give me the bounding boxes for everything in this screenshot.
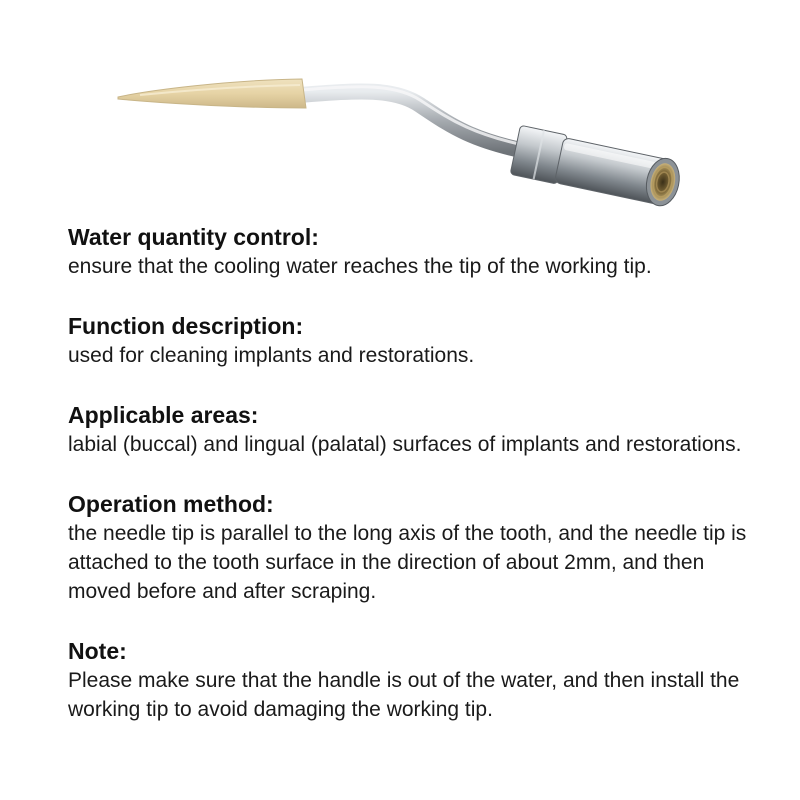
section-operation-method [68,489,768,606]
section-body: used for cleaning implants and restorations. [68,344,475,367]
section-body: labial (buccal) and lingual (palatal) surfaces of implants and restorations. [68,433,742,456]
product-image [110,60,690,240]
section-body: Please make sure that the handle is out of the water, and then install the working tip to avoid damaging the working tip. [68,669,740,721]
section-water-quantity-control [68,222,768,281]
section-heading: Operation method: [68,491,274,517]
section-applicable-areas [68,400,768,459]
section-body: the needle tip is parallel to the long axis of the tooth, and the needle tip is attached to the tooth surface in the direction of about 2mm, and then moved before and after scraping. [68,522,747,603]
section-heading: Applicable areas: [68,402,259,428]
description-content [68,222,768,754]
section-note [68,636,768,724]
ultrasonic-scaler-tip-icon [110,60,690,240]
section-heading: Function description: [68,313,304,339]
section-body: ensure that the cooling water reaches the tip of the working tip. [68,255,652,278]
section-function-description [68,311,768,370]
section-heading: Note: [68,638,127,664]
section-heading: Water quantity control: [68,224,319,250]
